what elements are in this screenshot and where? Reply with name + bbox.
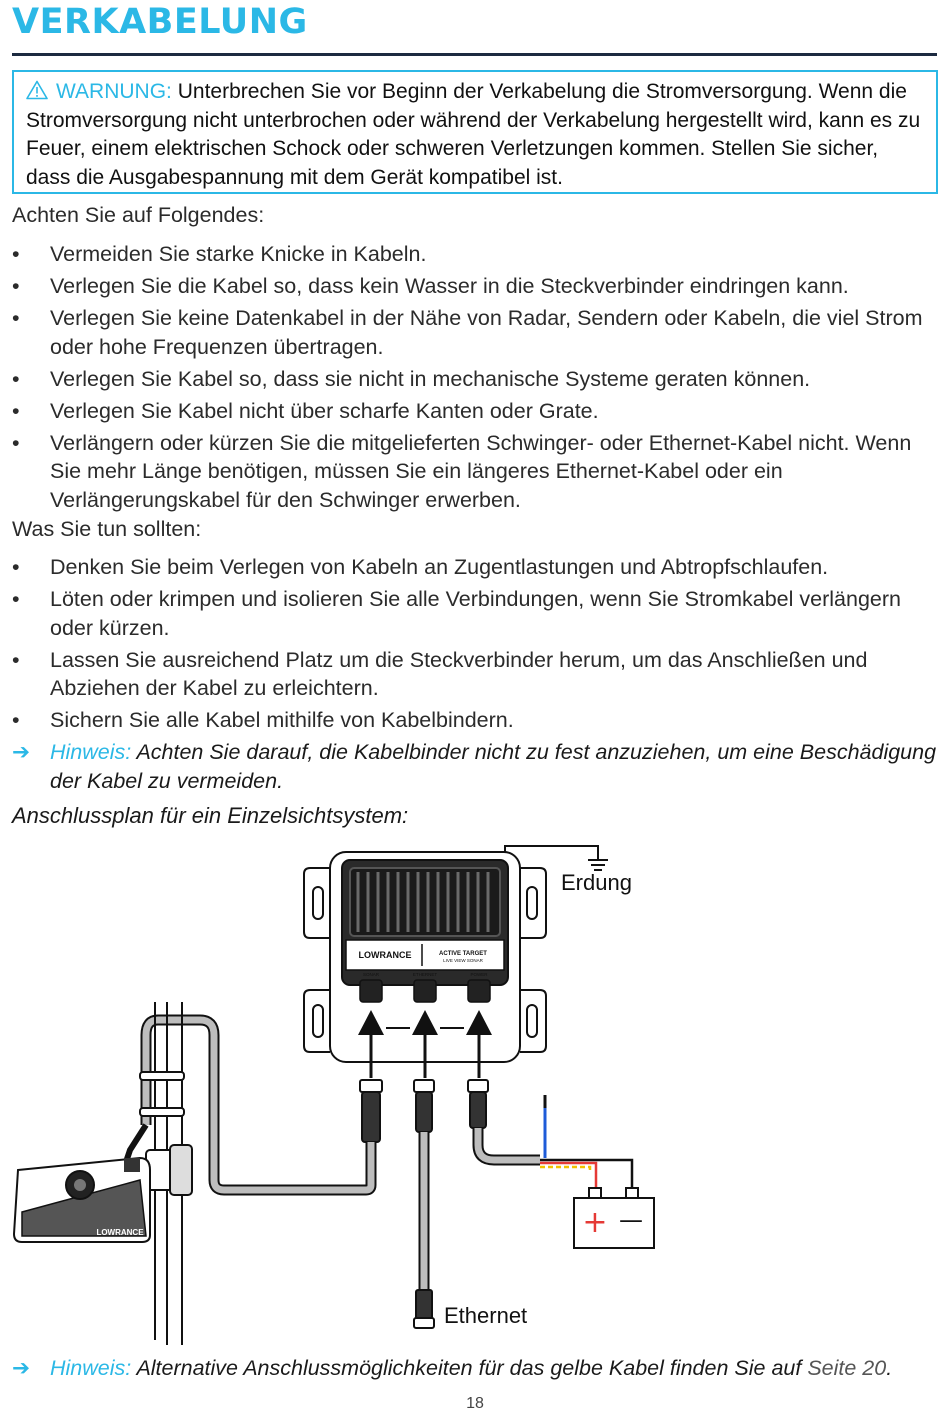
arrow-right-icon: ➔: [12, 740, 31, 764]
wiring-diagram: [0, 840, 950, 1355]
battery-plus-sign: +: [582, 1205, 608, 1240]
transducer-brand: LOWRANCE: [96, 1228, 144, 1237]
ground-label: Erdung: [561, 870, 632, 895]
note-label: Hinweis:: [50, 740, 132, 764]
title-divider: [12, 53, 937, 56]
page-number: 18: [466, 1395, 484, 1412]
section1-list: [0, 240, 935, 518]
list-item: • Löten oder krimpen und isolieren Sie alle Verbindungen, wenn Sie Stromkabel verlängern oder kürzen.: [12, 587, 901, 640]
page-reference-link[interactable]: Seite 20: [807, 1356, 887, 1380]
arrow-right-icon: ➔: [12, 1356, 31, 1380]
wiring-diagram-graphic: [0, 840, 950, 1355]
list-item: • Sichern Sie alle Kabel mithilfe von Kabelbindern.: [12, 708, 514, 732]
port-label: SONAR: [362, 972, 380, 977]
port-label: ETHERNET: [412, 972, 438, 977]
list-item: • Verlegen Sie die Kabel so, dass kein Wasser in die Steckverbinder eindringen kann.: [12, 274, 849, 298]
list-item: • Verlegen Sie Kabel nicht über scharfe Kanten oder Grate.: [12, 398, 599, 423]
section2-list: [0, 553, 935, 738]
sonar-port: [360, 980, 382, 1002]
note-text: Achten Sie darauf, die Kabelbinder nicht zu fest anzuziehen, um eine Beschädigung der Kabel zu vermeiden.: [50, 740, 937, 793]
device-brand: LOWRANCE: [358, 950, 412, 960]
warning-text: Unterbrechen Sie vor Beginn der Verkabelung die Stromversorgung. Wenn die Stromversorgung nicht unterbrochen oder während der Verkabelung hergestellt wird, kann es zu Feuer, einem elektrischen Schock oder schweren Verletzungen kommen. Stellen Sie sicher, dass die Ausgabespannung mit dem Gerät kompatibel ist.: [26, 80, 921, 189]
diagram-title: Anschlussplan für ein Einzelsichtsystem:: [12, 803, 409, 828]
device-model-sub: LIVE VIEW SONAR: [443, 958, 483, 963]
port-label: POWER: [470, 972, 488, 977]
list-item: • Denken Sie beim Verlegen von Kabeln an Zugentlastungen und Abtropfschlaufen.: [12, 555, 829, 579]
section2-heading: Was Sie tun sollten:: [12, 517, 202, 541]
ethernet-port: [414, 980, 436, 1002]
warning-box: [12, 70, 938, 194]
note-yellow-cable: ➔ Hinweis: Alternative Anschlussmöglichkeiten für das gelbe Kabel finden Sie auf Seite 20.: [12, 1354, 937, 1383]
warning-label: WARNUNG:: [56, 80, 172, 103]
warning-triangle-icon: [26, 80, 48, 100]
list-item: • Verlegen Sie Kabel so, dass sie nicht in mechanische Systeme geraten können.: [12, 366, 811, 391]
list-item: • Vermeiden Sie starke Knicke in Kabeln.: [12, 242, 427, 266]
yellow-wire: [540, 1167, 590, 1170]
device-model: ACTIVE TARGET: [439, 951, 487, 957]
list-item: • Lassen Sie ausreichend Platz um die Steckverbinder herum, um das Anschließen und Abziehen der Kabel zu erleichtern.: [12, 647, 868, 700]
page-title: VERKABELUNG: [12, 2, 308, 42]
note-label: Hinweis:: [50, 1356, 132, 1380]
note-text: Alternative Anschlussmöglichkeiten für das gelbe Kabel finden Sie auf: [136, 1356, 802, 1380]
ground-wire: [505, 846, 598, 860]
ethernet-label: Ethernet: [444, 1303, 528, 1328]
note-cable-ties: [12, 738, 937, 795]
list-item: • Verlängern oder kürzen Sie die mitgelieferten Schwinger- oder Ethernet-Kabel nicht. Wenn Sie mehr Länge benötigen, müssen Sie ein längeres Ethernet-Kabel oder ein Verlängerungskabel für den Schwinger erwerben.: [12, 430, 912, 512]
list-item: • Verlegen Sie keine Datenkabel in der Nähe von Radar, Sendern oder Kabeln, die viel Strom oder hohe Frequenzen übertragen.: [12, 306, 923, 359]
section1-heading: Achten Sie auf Folgendes:: [12, 203, 265, 227]
battery-minus-sign: —: [619, 1206, 643, 1234]
power-port: [468, 980, 490, 1002]
